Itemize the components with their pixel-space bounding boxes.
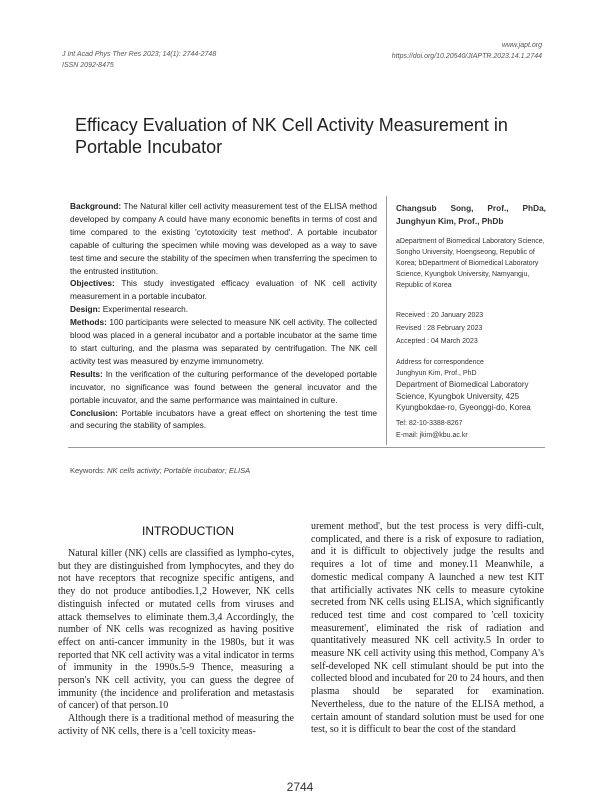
methods-label: Methods: [70,317,107,328]
journal-website[interactable]: www.japt.org [501,42,542,49]
keywords [70,466,250,475]
methods-text: 100 participants were selected to measure NK cell activity. The collected blood was placed in a general incubator and a portable incubator at the same time to start culturing, and the plasma was separated by centrifugation. The NK cell activity test was measured by enzyme immunometry. [70,317,377,366]
author-list: Changsub Song, Prof., PhDa, Junghyun Kim, Prof., PhDb [396,203,546,226]
background-label: Background: [70,201,122,211]
background-text: The Natural killer cell activity measurement test of the ELISA method developed by company A could have many economic benefits in terms of cost and time compared to the existing 'cytotoxicity test method'. A portable incubator capable of culturing the specimen while moving was developed as a way to save test time and secure the stability of the specimen when transferring the specimen to the entrusted institution. [70,201,377,276]
intro-paragraph-1: Natural killer (NK) cells are classified as lympho-cytes, but they are distinguished from lymphocytes, and they do not have receptors that recognize specific antigens, and they do not produce antibodies.1,2 However, NK cells distinguish infected or mutated cells from viruses and attack themselves to eliminate them.3,4 Accordingly, the number of NK cells was recognized as having positive effect on anti-cancer immunity in the 1980s, but it was reported that NK cell activity was a vital indicator in terms of immunity in the 1990s.5-9 Thence, measuring a person's NK cell activity, you can guess the degree of immunity (the incidence and proliferation and metastasis of cancer) of that person.10 [58,548,294,712]
keywords-label: Keywords: [70,466,106,475]
section-heading-introduction: INTRODUCTION [142,524,234,538]
affiliations: aDepartment of Biomedical Laboratory Science, Songho University, Hoengseong, Republic of Korea; bDepartment of Biomedical Laboratory Science, Kyungbok University, Namyangju, Republic of Korea [396,238,545,289]
journal-citation: J Int Acad Phys Ther Res 2023; 14(1): 2744-2748 [62,51,217,58]
page-number: 2744 [286,780,314,794]
conclusion-label: Conclusion: [70,407,118,418]
body-column-left [58,548,294,739]
design-label: Design: [70,304,101,315]
abstract-bottom-rule [68,447,545,448]
abstract [70,200,377,432]
correspondence-address: Department of Biomedical Laboratory Science, Kyungbok University, 425 Kyungbokdae-ro, Gyeonggi-do, Korea [396,380,531,412]
objectives-text: This study investigated efficacy evaluation of NK cell activity measurement in a portable incubator. [70,278,377,302]
design-text: Experimental research. [100,304,189,315]
column-divider [386,196,387,445]
results-label: Results: [70,368,103,379]
intro-paragraph-2: Although there is a traditional method of measuring the activity of NK cells, there is a 'cell toxicity meas- [58,713,294,737]
correspondence-name: Junghyun Kim, Prof., PhD [396,370,477,377]
issn: ISSN 2092-8475 [62,62,114,69]
intro-paragraph-continued: urement method', but the test process is very diffi-cult, complicated, and there is a risk of exposure to radiation, and it is difficult to objectively judge the results and requires a lot of time and money.11 Meanwhile, a domestic medical company A launched a new test KIT that artificially activates NK cells to measure cytokine secreted from NK cells using ELISA, which significantly reduced test time and cost compared to 'cell toxicity measurement', eliminated the risk of radiation and quantitatively measured NK cell activity.5 In order to measure NK cell activity using this method, Company A's self-developed NK cell stimulant should be put into the collected blood and incubated for 20 to 24 hours, and then plasma should be separated for examination. Nevertheless, due to the nature of the ELISA method, a certain amount of standard solution must be used for one test, so it is difficult to bear the cost of the standard [311,521,544,736]
correspondence-email[interactable]: E-mail: jkim@kbu.ac.kr [396,432,468,439]
correspondence-label: Address for correspondence [396,359,484,366]
received-date: Received : 20 January 2023 [396,312,484,319]
objectives-label: Objectives: [70,278,115,289]
doi-link[interactable]: https://doi.org/10.20540/JIAPTR.2023.14.1.2744 [391,53,542,60]
correspondence-tel: Tel: 82-10-3388-8267 [396,420,463,427]
accepted-date: Accepted : 04 March 2023 [396,338,478,345]
results-text: In the verification of the culturing performance of the developed portable incuvator, no significance was found between the general incuvator and the portable incuvator, and the same performance was maintained in culture. [70,368,377,405]
article-title: Efficacy Evaluation of NK Cell Activity Measurement in Portable Incubator [75,115,508,157]
conclusion-text: Portable incubators have a great effect on shortening the test time and securing the stability of samples. [70,407,377,431]
body-column-right [311,521,544,737]
keywords-text: NK cells activity; Portable incubator; ELISA [107,466,251,475]
revised-date: Revised : 28 February 2023 [396,325,483,332]
